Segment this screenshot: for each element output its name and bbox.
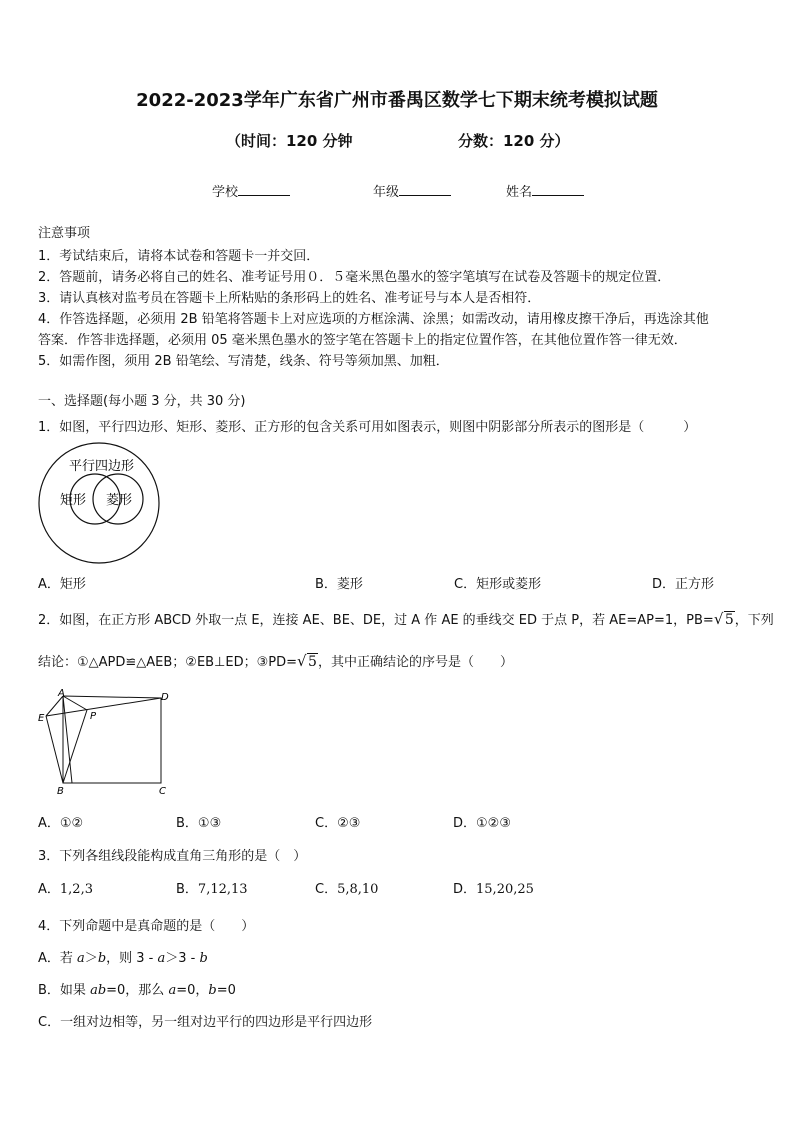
label-p: P bbox=[90, 711, 97, 722]
note-item: 5．如需作图，须用 2B 铅笔绘、写清楚，线条、符号等须加黑、加粗． bbox=[38, 354, 449, 369]
q3-option-c[interactable] bbox=[315, 878, 378, 897]
q2-option-c[interactable]: C．②③ bbox=[315, 816, 361, 831]
name-label: 姓名 bbox=[506, 185, 533, 200]
note-item: 3．请认真核对监考员在答题卡上所粘贴的条形码上的姓名、准考证号与本人是否相符． bbox=[38, 291, 541, 306]
opt-text: =0 bbox=[216, 983, 236, 998]
note-item: 4．作答选择题，必须用 2B 铅笔将答题卡上对应选项的方框涂满、涂黑；如需改动，请用橡皮擦干净后，再选涂其他 bbox=[38, 312, 709, 327]
q3-option-d[interactable] bbox=[453, 878, 534, 897]
school-blank[interactable] bbox=[238, 183, 290, 196]
q3-option-a[interactable] bbox=[38, 878, 93, 897]
var-a: a bbox=[157, 951, 166, 966]
school-label: 学校 bbox=[212, 185, 239, 200]
option-value: 15,20,25 bbox=[476, 882, 534, 897]
name-blank[interactable] bbox=[532, 183, 584, 196]
segment-ap bbox=[63, 696, 87, 710]
school-field[interactable] bbox=[212, 181, 290, 200]
q4-option-b[interactable] bbox=[38, 979, 236, 998]
opt-text: =0， bbox=[176, 983, 209, 998]
radicand: 5 bbox=[724, 612, 734, 628]
q2-option-b[interactable]: B．①③ bbox=[176, 816, 222, 831]
venn-diagram bbox=[36, 441, 166, 565]
q2-stem-text-b-end: ，其中正确结论的序号是（ ） bbox=[317, 655, 513, 670]
label-a: A bbox=[58, 688, 65, 699]
question-4-stem: 4．下列命题中是真命题的是（ ） bbox=[38, 919, 255, 934]
q1-option-d[interactable]: D．正方形 bbox=[652, 577, 715, 592]
note-item: 2．答题前，请务必将自己的姓名、准考证号用０．５毫米黑色墨水的签字笔填写在试卷及答题卡的规定位置． bbox=[38, 270, 671, 285]
segment-pb bbox=[63, 710, 87, 783]
var-b: b bbox=[97, 951, 107, 966]
option-letter: B． bbox=[176, 882, 198, 897]
var-a: a bbox=[77, 951, 85, 966]
q2-stem-text-a-end: ，下列 bbox=[734, 613, 774, 628]
square-figure bbox=[36, 688, 176, 798]
label-c: C bbox=[159, 786, 166, 797]
segment-eb bbox=[46, 716, 63, 783]
venn-right-label: 菱形 bbox=[106, 493, 133, 508]
label-d: D bbox=[161, 692, 169, 703]
option-letter: D． bbox=[453, 882, 477, 897]
time-limit: （时间：120 分钟 bbox=[226, 132, 353, 150]
q2-option-a[interactable]: A．①② bbox=[38, 816, 84, 831]
segment-ae bbox=[46, 696, 63, 716]
label-b: B bbox=[57, 786, 64, 797]
label-e: E bbox=[38, 713, 45, 724]
grade-blank[interactable] bbox=[399, 183, 451, 196]
var-a: a bbox=[168, 983, 177, 998]
venn-outer-label: 平行四边形 bbox=[69, 459, 135, 474]
radicand: 5 bbox=[308, 654, 317, 670]
question-2-stem-line1 bbox=[38, 609, 774, 628]
q1-option-a[interactable]: A．矩形 bbox=[38, 577, 86, 592]
sqrt-symbol: √ 5 bbox=[297, 652, 317, 670]
option-value: 5,8,10 bbox=[337, 882, 379, 897]
option-value: 1,2,3 bbox=[59, 882, 93, 897]
var-b: b bbox=[208, 983, 217, 998]
option-value: 7,12,13 bbox=[197, 882, 248, 897]
q1-option-b[interactable]: B．菱形 bbox=[315, 577, 363, 592]
opt-text: ＞3 - bbox=[165, 951, 200, 966]
question-2-stem-line2 bbox=[38, 651, 513, 670]
note-item: 1．考试结束后，请将本试卷和答题卡一并交回． bbox=[38, 249, 320, 264]
opt-text: =0，那么 bbox=[106, 983, 169, 998]
total-score: 分数：120 分） bbox=[458, 132, 570, 150]
opt-text: ，则 3 - bbox=[106, 951, 158, 966]
notes-heading: 注意事项 bbox=[38, 226, 91, 241]
q2-stem-text-a: 2．如图，在正方形 ABCD 外取一点 E，连接 AE、BE、DE，过 A 作 AE 的垂线交 ED 于点 P，若 AE=AP=1，PB= bbox=[38, 613, 714, 628]
opt-text: ＞ bbox=[84, 951, 98, 966]
name-field[interactable] bbox=[506, 181, 584, 200]
question-3-stem: 3．下列各组线段能构成直角三角形的是（ ） bbox=[38, 849, 307, 864]
page-title: 2022-2023学年广东省广州市番禺区数学七下期末统考模拟试题 bbox=[136, 90, 658, 111]
q4-option-c[interactable]: C．一组对边相等，另一组对边平行的四边形是平行四边形 bbox=[38, 1015, 373, 1030]
q4-option-a[interactable] bbox=[38, 947, 208, 966]
q2-stem-text-b: 结论：①△APD≌△AEB；②EB⊥ED；③PD= bbox=[38, 655, 298, 670]
sqrt-symbol: √ 5 bbox=[713, 610, 734, 628]
var-b: b bbox=[199, 951, 208, 966]
venn-left-label: 矩形 bbox=[60, 493, 87, 508]
q1-option-c[interactable]: C．矩形或菱形 bbox=[454, 577, 542, 592]
option-letter: A． bbox=[38, 882, 60, 897]
var-ab: ab bbox=[90, 983, 107, 998]
question-1-stem: 1．如图，平行四边形、矩形、菱形、正方形的包含关系可用如图表示，则图中阴影部分所表示的图形是（ ） bbox=[38, 420, 697, 435]
opt-text: A．若 bbox=[38, 951, 78, 966]
grade-field[interactable] bbox=[373, 181, 451, 200]
q2-option-d[interactable]: D．①②③ bbox=[453, 816, 511, 831]
option-letter: C． bbox=[315, 882, 338, 897]
opt-text: B．如果 bbox=[38, 983, 91, 998]
section-heading: 一、选择题(每小题 3 分，共 30 分) bbox=[38, 394, 246, 409]
grade-label: 年级 bbox=[373, 185, 400, 200]
note-item: 答案．作答非选择题，必须用 05 毫米黑色墨水的签字笔在答题卡上的指定位置作答，在其他位置作答一律无效． bbox=[38, 333, 687, 348]
q3-option-b[interactable] bbox=[176, 878, 248, 897]
